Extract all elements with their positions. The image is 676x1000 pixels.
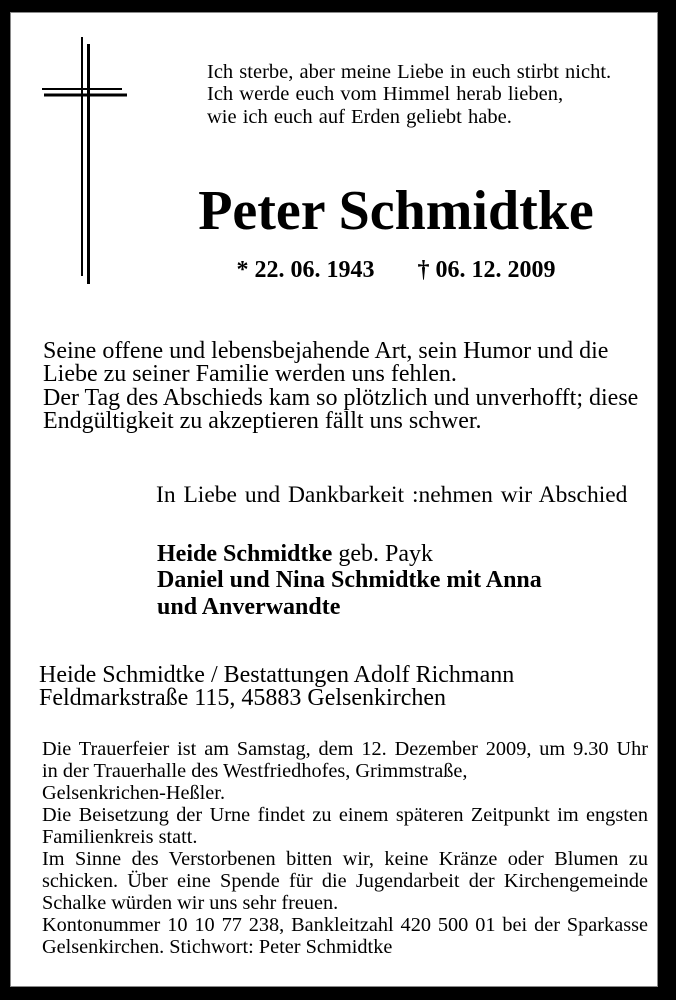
memorial-notice-page xyxy=(10,12,658,987)
mourner-maiden-name: geb. Payk xyxy=(338,541,433,567)
mourner-line: und Anverwandte xyxy=(157,593,341,620)
memorial-cross-icon xyxy=(11,13,151,303)
tribute-line: Endgültigkeit zu akzeptieren fällt uns schwer. xyxy=(43,407,482,434)
mourner-line: Daniel und Nina Schmidtke mit Anna xyxy=(157,567,542,594)
life-dates xyxy=(151,257,641,283)
funeral-details-line: Gelsenkirchen. Stichwort: Peter Schmidtke xyxy=(42,936,393,958)
memorial-quote xyxy=(207,61,611,128)
death-dagger-icon: † xyxy=(417,257,430,283)
funeral-details-line: Die Trauerfeier ist am Samstag, dem 12. Dezember 2009, um 9.30 Uhr xyxy=(42,738,648,760)
mourner-name: Heide Schmidtke xyxy=(157,541,333,567)
funeral-details-line: in der Trauerhalle des Westfriedhofes, Grimmstraße, xyxy=(42,760,468,782)
quote-line: wie ich euch auf Erden geliebt habe. xyxy=(207,105,512,128)
quote-line: Ich sterbe, aber meine Liebe in euch stirbt nicht. xyxy=(207,61,612,83)
funeral-details-line: Kontonummer 10 10 77 238, Bankleitzahl 420 500 01 bei der Sparkasse xyxy=(42,914,648,936)
farewell-text: In Liebe und Dankbarkeit :nehmen wir Abschied xyxy=(156,482,628,508)
funeral-details-line: Die Beisetzung der Urne findet zu einem späteren Zeitpunkt im engsten xyxy=(42,804,648,826)
death-date: 06. 12. 2009 xyxy=(435,257,556,283)
mourners-block xyxy=(157,541,542,620)
tribute-line: Liebe zu seiner Familie werden uns fehlen. xyxy=(43,361,457,388)
tribute-paragraph xyxy=(43,340,658,433)
funeral-details xyxy=(42,738,648,958)
funeral-details-line: Familienkreis statt. xyxy=(42,826,198,848)
funeral-home-contact xyxy=(39,664,514,711)
quote-line: Ich werde euch vom Himmel herab lieben, xyxy=(207,83,564,106)
birth-star-symbol: * xyxy=(236,257,249,283)
mourner-line xyxy=(157,541,542,567)
birth-date-group xyxy=(237,257,375,283)
death-date-group xyxy=(418,257,556,283)
funeral-details-line: Schalke würden wir uns sehr freuen. xyxy=(42,892,339,914)
funeral-details-line: Gelsenkrichen-Heßler. xyxy=(42,782,226,804)
tribute-line: Seine offene und lebensbejahende Art, sein Humor und die xyxy=(43,338,609,364)
funeral-details-line: schicken. Über eine Spende für die Jugendarbeit der Kirchengemeinde xyxy=(42,870,648,892)
birth-date: 22. 06. 1943 xyxy=(254,257,375,283)
contact-line: Feldmarkstraße 115, 45883 Gelsenkirchen xyxy=(39,685,447,712)
funeral-details-line: Im Sinne des Verstorbenen bitten wir, keine Kränze oder Blumen zu xyxy=(42,848,648,870)
contact-line: Heide Schmidtke / Bestattungen Adolf Richmann xyxy=(39,662,515,688)
deceased-name: Peter Schmidtke xyxy=(198,180,594,242)
tribute-line: Der Tag des Abschieds kam so plötzlich und unverhofft; diese xyxy=(43,384,639,411)
